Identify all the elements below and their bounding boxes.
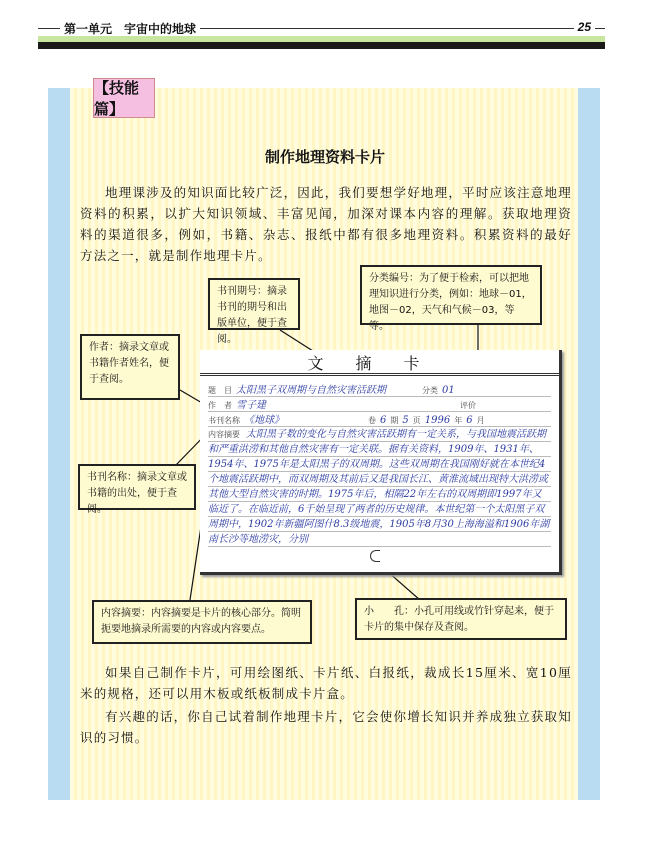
author-value: 雪子建 <box>236 400 266 411</box>
label-abstract: 内容摘要 <box>208 430 240 439</box>
card-row-topic <box>208 382 551 397</box>
month-value: 6 <box>466 415 473 426</box>
journal-value: 《地球》 <box>244 415 284 426</box>
label-topic: 题 目 <box>208 386 232 395</box>
callout-source: 书刊名称：摘录文章或书籍的出处，便于查阅。 <box>78 464 196 510</box>
page-title: 制作地理资料卡片 <box>264 148 385 166</box>
label-page: 页 <box>412 416 421 425</box>
abstract-value: 太阳黑子数的变化与自然灾害活跃期有一定关系，与我国地震活跃期和严重洪涝和其他自然灾害有一定关联。据有关资料，1909年、1931年、1954年、1975年是太阳黑子的双周期。这些双周期在我国刚好就在本世纪4个地震活跃期中，而双周期及其前后又是我国长江、黄淮流域出现特大洪涝或其他大型自然灾害的时期。1975年后，相隔22年左右的双周期即1997年又临近了。在临近前，6千始呈现了两者的历史规律。本世纪第一个太阳黑子双周期中，1902年新疆阿图什8.3级地震，1905年8月30上海海溢和1906年湖南长沙等地涝灾，分别 <box>208 429 550 545</box>
topic-value: 太阳黑子双周期与自然灾害活跃期 <box>236 385 386 396</box>
callout-category: 分类编号：为了便于检索，可以把地理知识进行分类，例如：地球－01，地图－02，天气和气候－03，等等。 <box>360 265 542 325</box>
callout-issue: 书刊期号：摘录书刊的期号和出版单位，便于查阅。 <box>208 278 300 330</box>
label-rating: 评价 <box>460 401 476 410</box>
label-month: 月 <box>476 416 485 425</box>
body-paragraph-2: 如果自己制作卡片，可用绘图纸、卡片纸、白报纸，裁成长15厘米、宽10厘米的规格，还可以用木板或纸板制成卡片盒。 <box>80 665 572 701</box>
page-value: 5 <box>402 415 409 426</box>
volume-value: 6 <box>380 415 387 426</box>
year-value: 1996 <box>424 415 451 426</box>
intro-paragraph: 地理课涉及的知识面比较广泛，因此，我们要想学好地理，平时应该注意地理资料的积累，以扩大知识领域、丰富见闻，加深对课本内容的理解。获取地理资料的渠道很多，例如，书籍、杂志、报纸中都有很多地理资料。积累资料的最好方法之一，就是制作地理卡片。 <box>80 185 572 263</box>
callout-abstract: 内容摘要：内容摘要是卡片的核心部分。简明扼要地摘录所需要的内容或内容要点。 <box>92 600 312 644</box>
card-title: 文摘卡 <box>200 350 559 376</box>
card-abstract <box>208 427 551 547</box>
label-author: 作 者 <box>208 401 232 410</box>
card-row-journal <box>208 412 551 427</box>
section-tag: 【技能篇】 <box>93 78 155 118</box>
label-volume: 卷 <box>368 416 376 425</box>
unit-title: 第一单元 宇宙中的地球 <box>60 20 200 37</box>
body-paragraph-3: 有兴趣的话，你自己试着制作地理卡片，它会使你增长知识并养成独立获取知识的习惯。 <box>80 709 572 745</box>
digest-card <box>200 350 562 575</box>
label-year: 年 <box>454 416 463 425</box>
label-journal: 书刊名称 <box>208 416 240 425</box>
card-row-author <box>208 397 551 412</box>
label-category: 分类 <box>422 386 438 395</box>
page-number: 25 <box>574 20 595 34</box>
hole-mark <box>370 550 380 562</box>
callout-hole: 小 孔：小孔可用线或竹针穿起来，便于卡片的集中保存及查阅。 <box>355 598 567 640</box>
label-issue: 期 <box>390 416 399 425</box>
callout-author: 作者：摘录文章或书籍作者姓名，便于查阅。 <box>80 334 180 400</box>
category-value: 01 <box>442 385 455 396</box>
